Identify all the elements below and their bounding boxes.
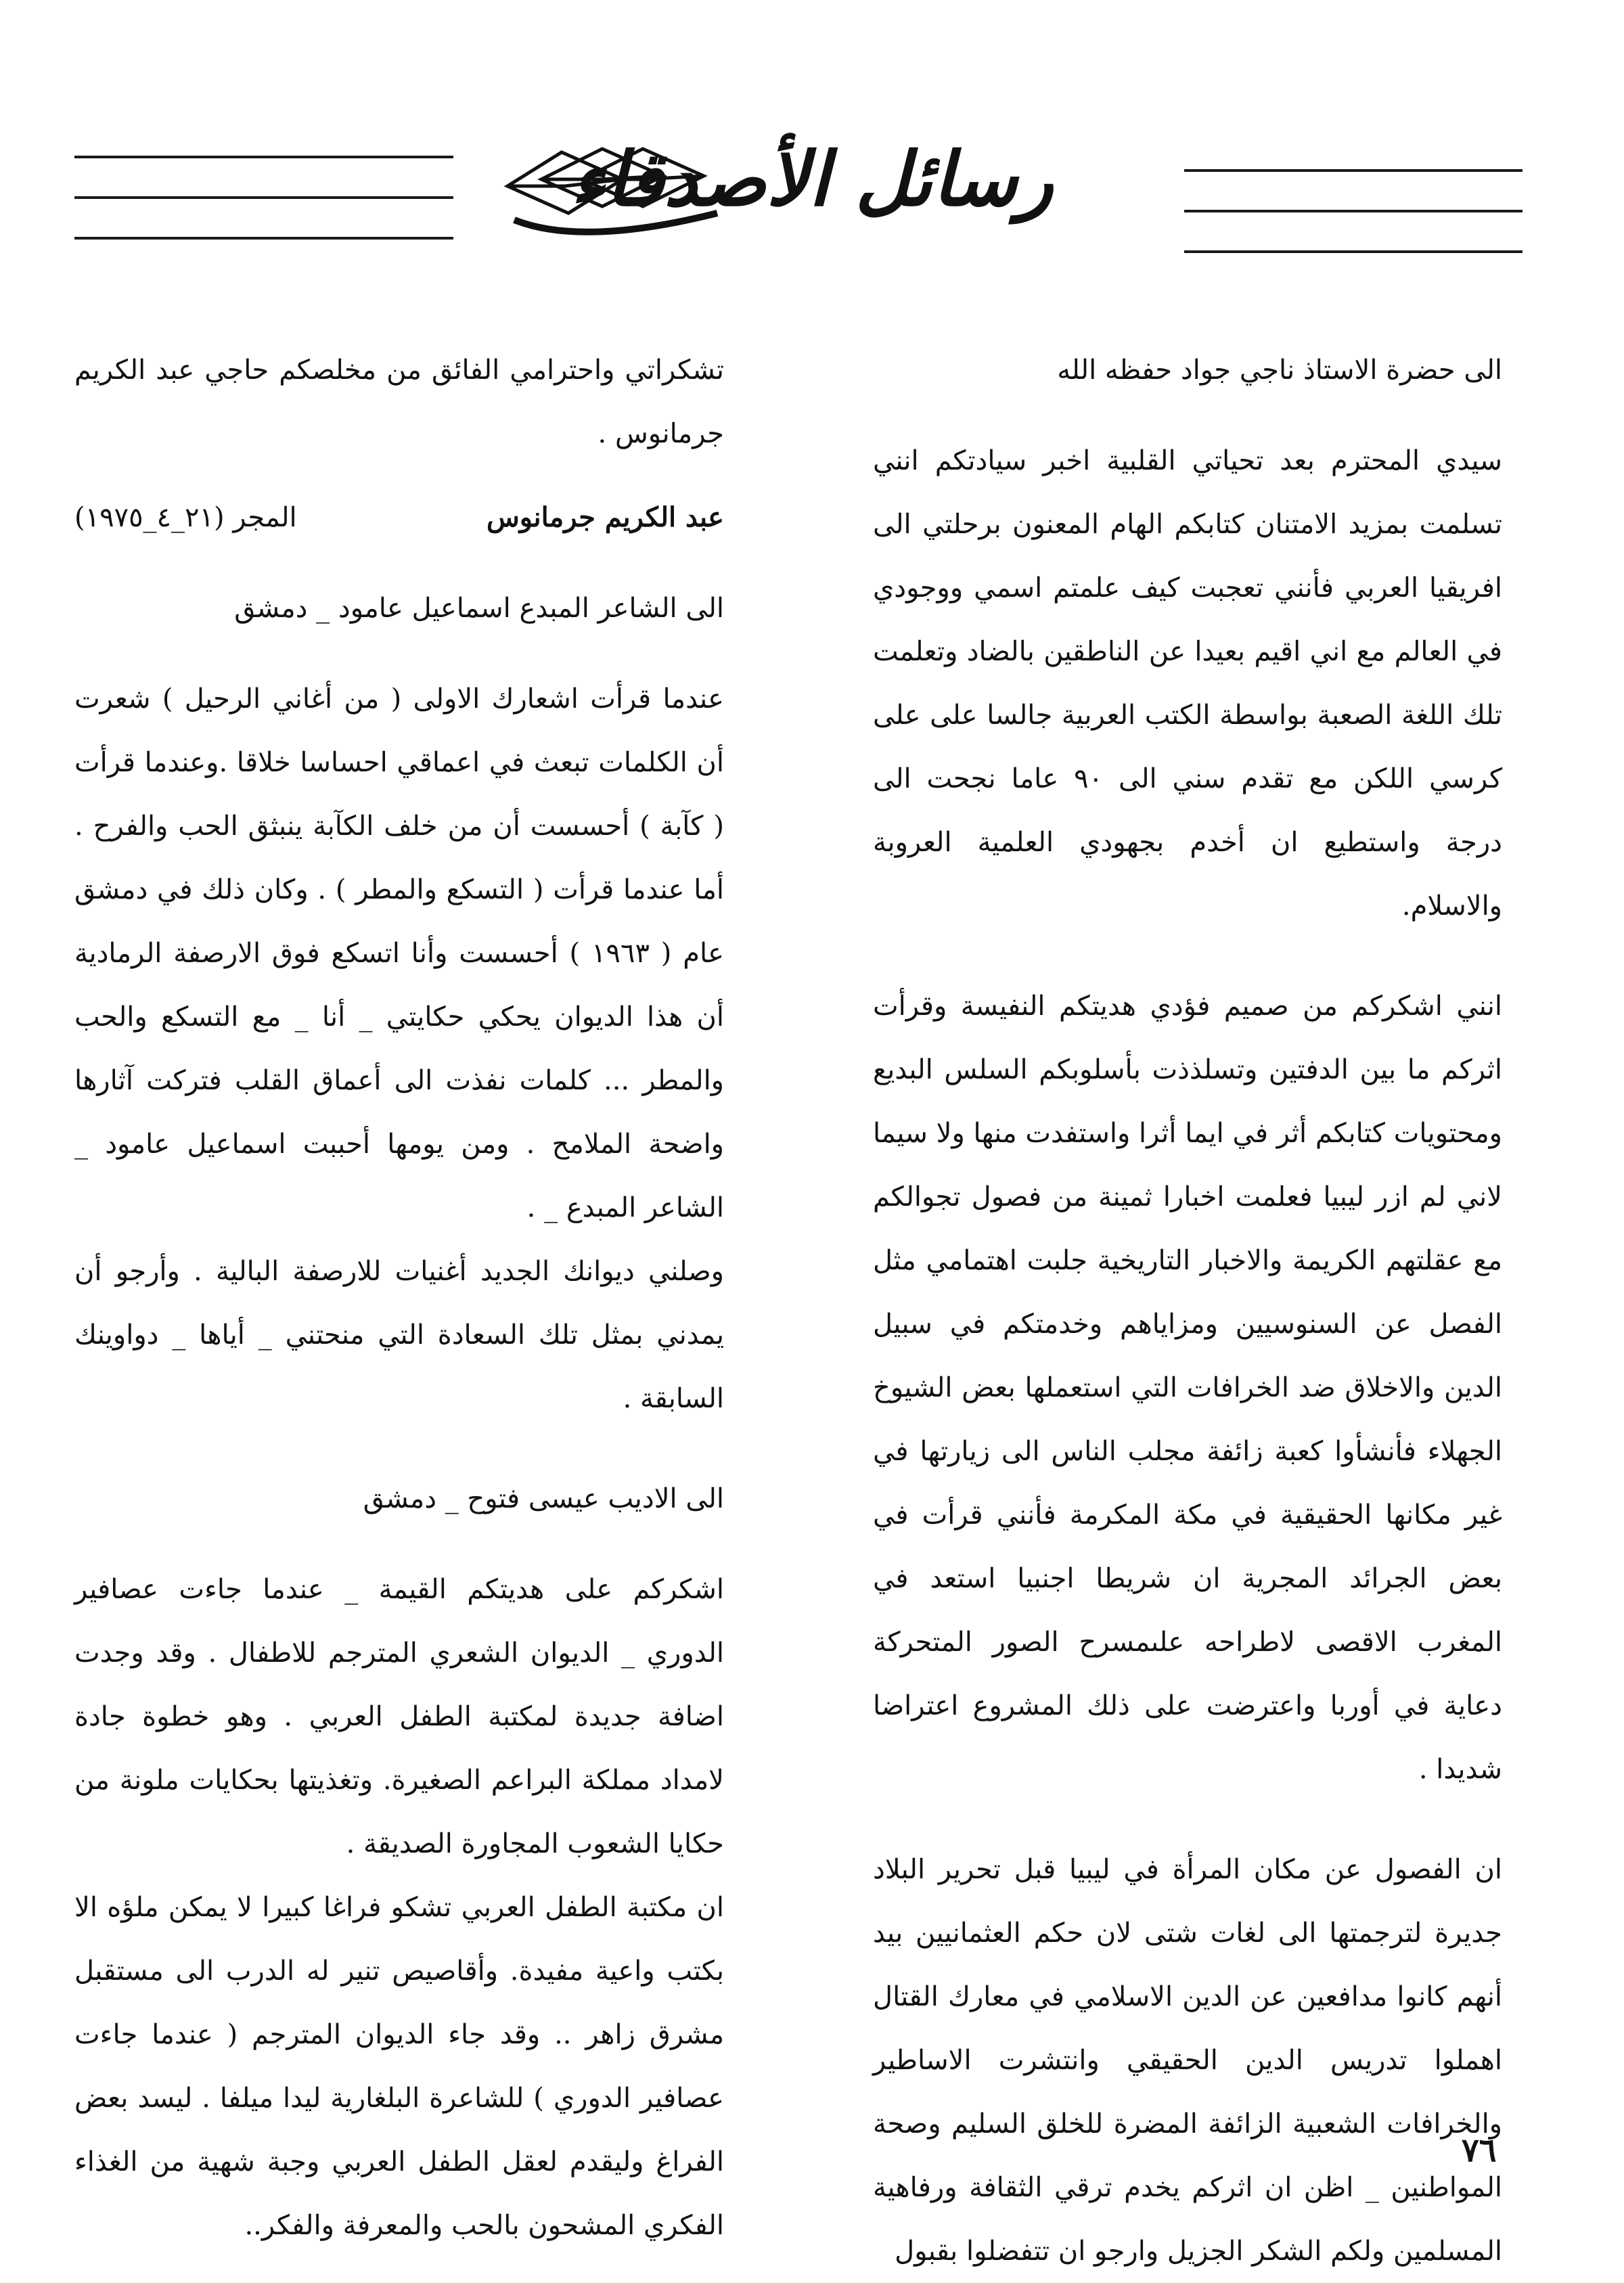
page-number: ٧٦ (1462, 2131, 1497, 2169)
right-column (873, 338, 1502, 2283)
signature-name: عبد الكريم جرمانوس (486, 501, 724, 533)
header-rule-left-3 (74, 237, 453, 240)
signature-place-date: المجر (٢١_٤_١٩٧٥) (74, 502, 297, 533)
letter-paragraph-5: وصلني ديوانك الجديد أغنيات للارصفة البالية . وأرجو أن يمدني بمثل تلك السعادة التي منحتني _ أياها _ دواوينك السابقة . (74, 1256, 724, 1414)
address-poet: الى الشاعر المبدع اسماعيل عامود _ دمشق (234, 593, 724, 624)
left-column (74, 338, 724, 2257)
header-rule-right-3 (1184, 250, 1522, 253)
address-writer: الى الاديب عيسى فتوح _ دمشق (363, 1483, 724, 1514)
letter-paragraph-2: انني اشكركم من صميم فؤدي هديتكم النفيسة وقرأت اثركم ما بين الدفتين وتسلذذت بأسلوبكم السلس البديع ومحتويات كتابكم أثر في ايما أثرا واستفدت منها ولا سيما لاني لم ازر ليبيا فعلمت اخبارا ثمينة من فصول تجوالكم مع عقلتهم الكريمة والاخبار التاريخية جلبت اهتمامي مثل الفصل عن السنوسيين ومزاياهم وخدمتكم في سبيل الدين والاخلاق ضد الخرافات التي استعملها بعض الشيوخ الجهلاء فأنشأوا كعبة زائفة مجلب الناس الى زيارتها في غير مكانها الحقيقية في مكة المكرمة فأنني قرأت في بعض الجرائد المجرية ان شريطا اجنبيا استعد في المغرب الاقصى لاطراحه علىمسرح الصور المتحركة دعاية في أوربا واعترضت على ذلك المشروع اعتراضا شديدا . (873, 991, 1502, 1785)
letter-paragraph-1: سيدي المحترم بعد تحياتي القلبية اخبر سيادتكم انني تسلمت بمزيد الامتنان كتابكم الهام المعنون برحلتي الى افريقيا العربي فأنني تعجبت كيف علمتم اسمي ووجودي في العالم مع اني اقيم بعيدا عن الناطقين بالضاد وتعلمت تلك اللغة الصعبة بواسطة الكتب العربية جالسا على على كرسي اللكن مع تقدم سني الى ٩٠ عاما نجحت الى درجة واستطيع ان أخدم بجهودي العلمية العروبة والاسلام. (873, 445, 1502, 922)
salutation: الى حضرة الاستاذ ناجي جواد حفظه الله (1057, 355, 1502, 386)
page-title: رسائل الأصدقاء (570, 135, 1054, 223)
letter-paragraph-6: اشكركم على هديتكم القيمة _ عندما جاءت عصافير الدوري _ الديوان الشعري المترجم للاطفال . وقد وجدت اضافة جديدة لمكتبة الطفل العربي . وهو خطوة جادة لامداد مملكة البراعم الصغيرة. وتغذيتها بحكايات ملونة من حكايا الشعوب المجاورة الصديقة . (74, 1574, 724, 1859)
letter-paragraph-3: ان الفصول عن مكان المرأة في ليبيا قبل تحرير البلاد جديرة لترجمتها الى لغات شتى لان حكم العثمانيين بيد أنهم كانوا مدافعين عن الدين الاسلامي في معارك القتال اهملوا تدريس الدين الحقيقي وانتشرت الاساطير والخرافات الشعبية الزائفة المضرة للخلق السليم وصحة المواطنين _ اظن ان اثركم يخدم ترقي الثقافة ورفاهية المسلمين ولكم الشكر الجزيل وارجو ان تتفضلوا بقبول (873, 1854, 1502, 2267)
letter-paragraph-4: عندما قرأت اشعارك الاولى ( من أغاني الرحيل ) شعرت أن الكلمات تبعث في اعماقي احساسا خلاقا .وعندما قرأت ( كآبة ) أحسست أن من خلف الكآبة ينبثق الحب والفرح . أما عندما قرأت ( التسكع والمطر ) . وكان ذلك في دمشق عام ( ١٩٦٣ ) أحسست وأنا اتسكع فوق الارصفة الرمادية أن هذا الديوان يحكي حكايتي _ أنا _ مع التسكع والحب والمطر ... كلمات نفذت الى أعماق القلب فتركت آثارها واضحة الملامح . ومن يومها أحببت اسماعيل عامود _ الشاعر المبدع _ . (74, 683, 725, 1223)
letter-paragraph-7: ان مكتبة الطفل العربي تشكو فراغا كبيرا لا يمكن ملؤه الا بكتب واعية مفيدة. وأقاصيص تنير له الدرب الى مستقبل مشرق زاهر .. وقد جاء الديوان المترجم ( عندما جاءت عصافير الدوري ) للشاعرة البلغارية ليدا ميلفا . ليسد بعض الفراغ وليقدم لعقل الطفل العربي وجبة شهية من الغذاء الفكري المشحون بالحب والمعرفة والفكر.. (74, 1892, 724, 2241)
letter-closing: تشكراتي واحترامي الفائق من مخلصكم حاجي عبد الكريم جرمانوس . (74, 355, 724, 449)
signature-line (74, 486, 724, 549)
